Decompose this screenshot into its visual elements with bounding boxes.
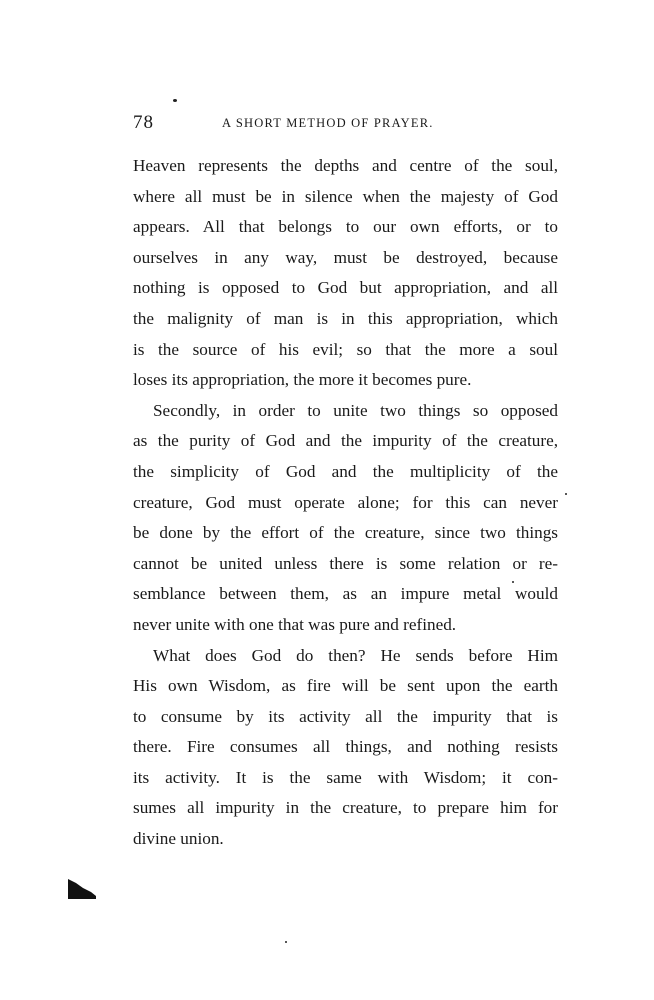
text-line: ourselves in any way, must be destroyed, because <box>133 247 558 267</box>
text-line: loses its appropriation, the more it becomes pure. <box>133 370 472 390</box>
text-line: semblance between them, as an impure metal would <box>133 584 558 604</box>
print-speck <box>285 941 287 943</box>
text-line: be done by the effort of the creature, since two things <box>133 523 558 543</box>
print-speck <box>512 581 514 583</box>
text-line: the malignity of man is in this appropriation, which <box>133 308 558 328</box>
text-line: its activity. It is the same with Wisdom; it con- <box>133 767 558 787</box>
text-line: cannot be united unless there is some relation or re- <box>133 553 558 573</box>
print-speck <box>173 99 177 102</box>
text-line: to consume by its activity all the impurity that is <box>133 706 558 726</box>
text-line: divine union. <box>133 829 224 849</box>
text-line: there. Fire consumes all things, and nothing resists <box>133 737 558 757</box>
text-line: creature, God must operate alone; for this can never <box>133 492 558 512</box>
running-title: A SHORT METHOD OF PRAYER. <box>222 116 434 130</box>
text-line: nothing is opposed to God but appropriation, and all <box>133 278 558 298</box>
text-line: appears. All that belongs to our own efforts, or to <box>133 217 558 237</box>
text-line: never unite with one that was pure and refined. <box>133 614 457 634</box>
text-line: What does God do then? He sends before Him <box>153 645 558 665</box>
body-text <box>133 151 558 855</box>
page-header <box>133 112 558 138</box>
page-number: 78 <box>133 112 154 133</box>
text-line: the simplicity of God and the multiplicity of the <box>133 461 558 481</box>
text-line: as the purity of God and the impurity of the creature, <box>133 431 558 451</box>
text-line: is the source of his evil; so that the more a soul <box>133 339 558 359</box>
text-line: where all must be in silence when the majesty of God <box>133 186 558 206</box>
print-speck <box>565 493 567 495</box>
text-line: Secondly, in order to unite two things so opposed <box>153 400 558 420</box>
pointer-mark-icon <box>67 878 97 900</box>
text-line: His own Wisdom, as fire will be sent upon the earth <box>133 676 558 696</box>
text-line: sumes all impurity in the creature, to prepare him for <box>133 798 558 818</box>
text-line: Heaven represents the depths and centre of the soul, <box>133 156 558 175</box>
